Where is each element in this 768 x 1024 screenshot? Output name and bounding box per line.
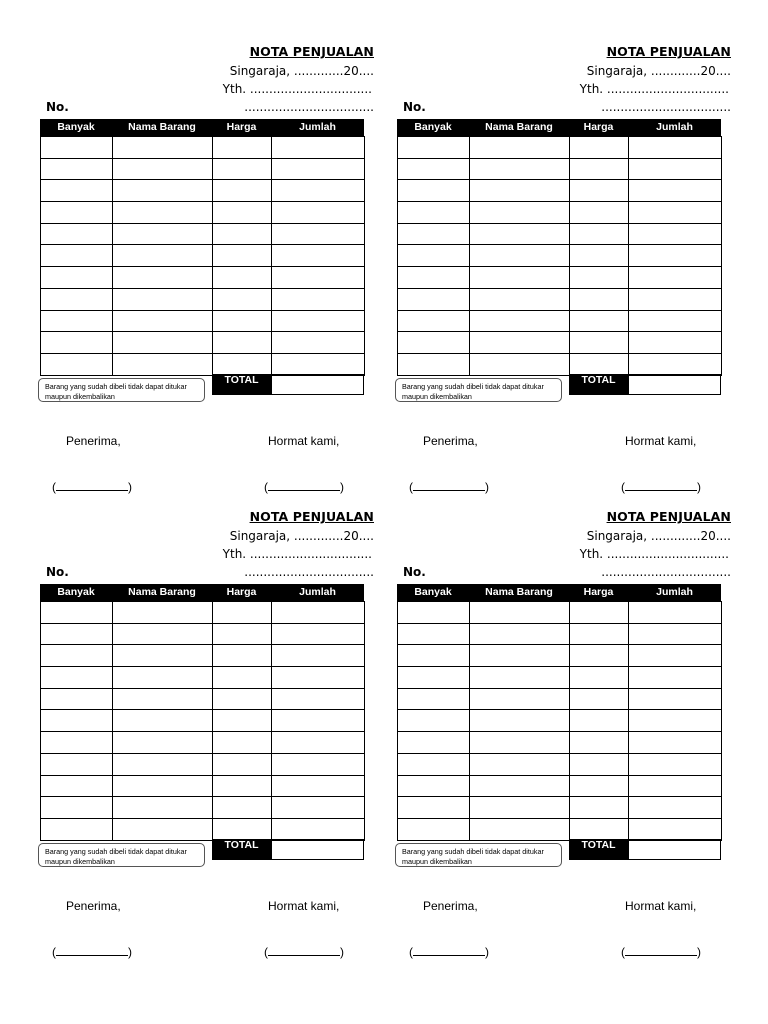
table-row: [41, 710, 365, 732]
table-row: [41, 223, 365, 245]
table-row: [398, 353, 722, 375]
table-row: [41, 267, 365, 289]
table-row: [398, 667, 722, 689]
table-cell[interactable]: [41, 158, 113, 180]
table-cell[interactable]: [41, 245, 113, 267]
table-cell[interactable]: [213, 602, 272, 624]
table-cell[interactable]: [272, 645, 365, 667]
number-label: No.: [46, 565, 69, 579]
total-label: TOTAL: [569, 839, 628, 860]
table-cell[interactable]: [570, 710, 629, 732]
total-field[interactable]: [271, 374, 364, 395]
table-cell[interactable]: [213, 775, 272, 797]
table-cell[interactable]: [113, 602, 213, 624]
hormat-signature: ( ): [264, 945, 344, 959]
table-cell[interactable]: [41, 667, 113, 689]
table-cell[interactable]: [213, 353, 272, 375]
table-cell[interactable]: [570, 245, 629, 267]
table-cell[interactable]: [570, 137, 629, 159]
items-table: [40, 136, 365, 376]
table-cell[interactable]: [470, 710, 570, 732]
table-cell[interactable]: [398, 158, 470, 180]
table-cell[interactable]: [570, 158, 629, 180]
col-banyak: Banyak: [57, 121, 95, 133]
table-header: [397, 584, 721, 601]
table-cell[interactable]: [470, 645, 570, 667]
hormat-kami-label: Hormat kami,: [268, 899, 340, 913]
table-cell[interactable]: [470, 267, 570, 289]
table-cell[interactable]: [41, 267, 113, 289]
penerima-signature: ( ): [52, 945, 132, 959]
table-row: [398, 245, 722, 267]
hormat-kami-label: Hormat kami,: [268, 434, 340, 448]
table-cell[interactable]: [213, 332, 272, 354]
nota-title: NOTA PENJUALAN: [606, 44, 731, 59]
col-banyak: Banyak: [414, 586, 452, 598]
table-cell[interactable]: [213, 753, 272, 775]
table-cell[interactable]: [272, 732, 365, 754]
table-cell[interactable]: [113, 732, 213, 754]
table-cell[interactable]: [570, 753, 629, 775]
recipient-line: Yth. ................................: [222, 547, 372, 561]
table-cell[interactable]: [213, 202, 272, 224]
table-cell[interactable]: [272, 753, 365, 775]
table-row: [41, 753, 365, 775]
table-cell[interactable]: [629, 353, 722, 375]
table-cell[interactable]: [41, 353, 113, 375]
table-row: [398, 797, 722, 819]
table-cell[interactable]: [41, 797, 113, 819]
table-cell[interactable]: [629, 202, 722, 224]
table-cell[interactable]: [272, 797, 365, 819]
table-row: [398, 818, 722, 840]
city-date-line: Singaraja, .............20....: [586, 64, 731, 78]
table-cell[interactable]: [113, 710, 213, 732]
col-harga: Harga: [583, 121, 614, 133]
col-jumlah: Jumlah: [299, 586, 336, 598]
table-cell[interactable]: [272, 245, 365, 267]
table-cell[interactable]: [113, 623, 213, 645]
penerima-label: Penerima,: [423, 434, 478, 448]
table-cell[interactable]: [41, 137, 113, 159]
total-field[interactable]: [628, 374, 721, 395]
table-cell[interactable]: [41, 310, 113, 332]
col-nama-barang: Nama Barang: [485, 586, 553, 598]
nota-title: NOTA PENJUALAN: [249, 44, 374, 59]
table-cell[interactable]: [398, 797, 470, 819]
table-row: [41, 158, 365, 180]
number-dots: ..................................: [601, 565, 731, 579]
table-cell[interactable]: [398, 667, 470, 689]
table-row: [398, 602, 722, 624]
recipient-line: Yth. ................................: [579, 82, 729, 96]
table-cell[interactable]: [398, 353, 470, 375]
col-nama-barang: Nama Barang: [485, 121, 553, 133]
table-cell[interactable]: [213, 710, 272, 732]
number-dots: ..................................: [244, 565, 374, 579]
table-row: [41, 353, 365, 375]
table-cell[interactable]: [570, 645, 629, 667]
penerima-signature: ( ): [409, 480, 489, 494]
table-cell[interactable]: [470, 623, 570, 645]
table-cell[interactable]: [570, 623, 629, 645]
table-cell[interactable]: [213, 688, 272, 710]
table-row: [398, 202, 722, 224]
total-field[interactable]: [628, 839, 721, 860]
table-row: [398, 688, 722, 710]
table-cell[interactable]: [629, 710, 722, 732]
return-policy-note: Barang yang sudah dibeli tidak dapat ditukar maupun dikembalikan: [38, 843, 205, 867]
number-dots: ..................................: [244, 100, 374, 114]
return-policy-note: Barang yang sudah dibeli tidak dapat ditukar maupun dikembalikan: [395, 843, 562, 867]
table-cell[interactable]: [629, 667, 722, 689]
table-cell[interactable]: [113, 645, 213, 667]
hormat-kami-label: Hormat kami,: [625, 434, 697, 448]
table-cell[interactable]: [113, 797, 213, 819]
table-cell[interactable]: [629, 137, 722, 159]
table-cell[interactable]: [398, 245, 470, 267]
table-row: [41, 180, 365, 202]
table-cell[interactable]: [41, 288, 113, 310]
table-row: [398, 288, 722, 310]
table-cell[interactable]: [470, 732, 570, 754]
table-row: [41, 623, 365, 645]
penerima-label: Penerima,: [423, 899, 478, 913]
table-cell[interactable]: [213, 288, 272, 310]
table-row: [41, 688, 365, 710]
table-cell[interactable]: [629, 753, 722, 775]
table-cell[interactable]: [629, 818, 722, 840]
table-cell[interactable]: [213, 645, 272, 667]
table-row: [398, 732, 722, 754]
number-dots: ..................................: [601, 100, 731, 114]
table-row: [41, 667, 365, 689]
col-banyak: Banyak: [57, 586, 95, 598]
table-cell[interactable]: [113, 158, 213, 180]
table-cell[interactable]: [213, 667, 272, 689]
table-cell[interactable]: [213, 245, 272, 267]
table-row: [398, 332, 722, 354]
col-jumlah: Jumlah: [656, 586, 693, 598]
table-row: [41, 202, 365, 224]
table-cell[interactable]: [113, 775, 213, 797]
table-cell[interactable]: [113, 818, 213, 840]
col-nama-barang: Nama Barang: [128, 121, 196, 133]
table-cell[interactable]: [41, 645, 113, 667]
table-cell[interactable]: [470, 797, 570, 819]
table-cell[interactable]: [272, 288, 365, 310]
table-cell[interactable]: [272, 688, 365, 710]
col-harga: Harga: [226, 121, 257, 133]
table-row: [41, 288, 365, 310]
number-label: No.: [46, 100, 69, 114]
nota-title: NOTA PENJUALAN: [249, 509, 374, 524]
penerima-label: Penerima,: [66, 899, 121, 913]
number-label: No.: [403, 100, 426, 114]
table-cell[interactable]: [398, 223, 470, 245]
table-cell[interactable]: [570, 332, 629, 354]
col-nama-barang: Nama Barang: [128, 586, 196, 598]
col-banyak: Banyak: [414, 121, 452, 133]
recipient-line: Yth. ................................: [579, 547, 729, 561]
table-header: [40, 119, 364, 136]
table-cell[interactable]: [570, 667, 629, 689]
table-cell[interactable]: [629, 310, 722, 332]
table-cell[interactable]: [470, 353, 570, 375]
table-cell[interactable]: [213, 223, 272, 245]
total-label: TOTAL: [212, 374, 271, 395]
total-label: TOTAL: [212, 839, 271, 860]
table-cell[interactable]: [213, 623, 272, 645]
table-row: [398, 623, 722, 645]
table-row: [398, 310, 722, 332]
table-row: [41, 137, 365, 159]
table-cell[interactable]: [629, 180, 722, 202]
table-cell[interactable]: [41, 332, 113, 354]
table-cell[interactable]: [629, 797, 722, 819]
table-cell[interactable]: [272, 158, 365, 180]
table-row: [41, 645, 365, 667]
table-row: [41, 732, 365, 754]
table-cell[interactable]: [470, 202, 570, 224]
table-cell[interactable]: [398, 267, 470, 289]
recipient-line: Yth. ................................: [222, 82, 372, 96]
table-cell[interactable]: [629, 245, 722, 267]
table-cell[interactable]: [113, 332, 213, 354]
table-cell[interactable]: [272, 818, 365, 840]
table-cell[interactable]: [213, 158, 272, 180]
table-cell[interactable]: [470, 137, 570, 159]
table-cell[interactable]: [272, 775, 365, 797]
table-cell[interactable]: [470, 667, 570, 689]
table-cell[interactable]: [213, 797, 272, 819]
table-cell[interactable]: [398, 818, 470, 840]
table-cell[interactable]: [470, 753, 570, 775]
table-cell[interactable]: [470, 158, 570, 180]
table-cell[interactable]: [629, 267, 722, 289]
table-cell[interactable]: [113, 245, 213, 267]
table-cell[interactable]: [470, 310, 570, 332]
city-date-line: Singaraja, .............20....: [586, 529, 731, 543]
table-cell[interactable]: [272, 267, 365, 289]
table-cell[interactable]: [272, 667, 365, 689]
number-label: No.: [403, 565, 426, 579]
items-table: [40, 601, 365, 841]
table-cell[interactable]: [398, 202, 470, 224]
penerima-signature: ( ): [52, 480, 132, 494]
table-header: [397, 119, 721, 136]
table-cell[interactable]: [272, 202, 365, 224]
table-cell[interactable]: [398, 137, 470, 159]
table-cell[interactable]: [213, 267, 272, 289]
table-cell[interactable]: [629, 623, 722, 645]
table-cell[interactable]: [113, 353, 213, 375]
table-cell[interactable]: [570, 775, 629, 797]
table-cell[interactable]: [398, 753, 470, 775]
total-field[interactable]: [271, 839, 364, 860]
table-cell[interactable]: [113, 288, 213, 310]
return-policy-note: Barang yang sudah dibeli tidak dapat ditukar maupun dikembalikan: [395, 378, 562, 402]
hormat-signature: ( ): [264, 480, 344, 494]
table-cell[interactable]: [570, 310, 629, 332]
hormat-kami-label: Hormat kami,: [625, 899, 697, 913]
items-table: [397, 601, 722, 841]
table-cell[interactable]: [113, 267, 213, 289]
table-cell[interactable]: [398, 310, 470, 332]
table-cell[interactable]: [113, 667, 213, 689]
hormat-signature: ( ): [621, 945, 701, 959]
table-cell[interactable]: [113, 688, 213, 710]
table-cell[interactable]: [629, 158, 722, 180]
table-row: [41, 818, 365, 840]
table-cell[interactable]: [41, 818, 113, 840]
col-harga: Harga: [583, 586, 614, 598]
table-cell[interactable]: [570, 797, 629, 819]
hormat-signature: ( ): [621, 480, 701, 494]
table-cell[interactable]: [213, 818, 272, 840]
table-cell[interactable]: [470, 245, 570, 267]
return-policy-note: Barang yang sudah dibeli tidak dapat ditukar maupun dikembalikan: [38, 378, 205, 402]
table-cell[interactable]: [113, 753, 213, 775]
table-cell[interactable]: [470, 602, 570, 624]
table-cell[interactable]: [41, 623, 113, 645]
table-cell[interactable]: [398, 332, 470, 354]
table-cell[interactable]: [272, 223, 365, 245]
col-jumlah: Jumlah: [656, 121, 693, 133]
table-cell[interactable]: [41, 223, 113, 245]
city-date-line: Singaraja, .............20....: [229, 64, 374, 78]
table-cell[interactable]: [272, 602, 365, 624]
nota-form: [403, 509, 743, 969]
table-cell[interactable]: [629, 223, 722, 245]
table-cell[interactable]: [113, 137, 213, 159]
table-cell[interactable]: [41, 202, 113, 224]
table-cell[interactable]: [570, 602, 629, 624]
table-cell[interactable]: [272, 623, 365, 645]
city-date-line: Singaraja, .............20....: [229, 529, 374, 543]
table-cell[interactable]: [629, 645, 722, 667]
table-cell[interactable]: [470, 688, 570, 710]
nota-title: NOTA PENJUALAN: [606, 509, 731, 524]
table-cell[interactable]: [629, 332, 722, 354]
table-row: [41, 332, 365, 354]
table-cell[interactable]: [272, 310, 365, 332]
nota-form: [46, 44, 386, 504]
table-header: [40, 584, 364, 601]
table-row: [41, 310, 365, 332]
penerima-signature: ( ): [409, 945, 489, 959]
table-cell[interactable]: [272, 353, 365, 375]
table-row: [398, 158, 722, 180]
table-cell[interactable]: [570, 688, 629, 710]
table-row: [41, 245, 365, 267]
table-cell[interactable]: [41, 732, 113, 754]
table-row: [398, 710, 722, 732]
table-cell[interactable]: [41, 602, 113, 624]
table-cell[interactable]: [213, 137, 272, 159]
table-cell[interactable]: [398, 602, 470, 624]
table-cell[interactable]: [213, 310, 272, 332]
table-cell[interactable]: [470, 288, 570, 310]
table-cell[interactable]: [570, 288, 629, 310]
table-row: [398, 137, 722, 159]
table-cell[interactable]: [570, 732, 629, 754]
table-row: [398, 753, 722, 775]
table-cell[interactable]: [113, 310, 213, 332]
table-cell[interactable]: [398, 688, 470, 710]
nota-form: [46, 509, 386, 969]
table-cell[interactable]: [570, 267, 629, 289]
table-row: [398, 645, 722, 667]
table-cell[interactable]: [570, 180, 629, 202]
table-cell[interactable]: [113, 223, 213, 245]
table-cell[interactable]: [41, 753, 113, 775]
table-cell[interactable]: [41, 180, 113, 202]
table-cell[interactable]: [629, 688, 722, 710]
table-cell[interactable]: [272, 710, 365, 732]
table-cell[interactable]: [629, 732, 722, 754]
total-label: TOTAL: [569, 374, 628, 395]
items-table: [397, 136, 722, 376]
table-cell[interactable]: [570, 818, 629, 840]
nota-form: [403, 44, 743, 504]
table-cell[interactable]: [272, 137, 365, 159]
table-cell[interactable]: [398, 732, 470, 754]
table-row: [41, 797, 365, 819]
table-cell[interactable]: [570, 223, 629, 245]
table-cell[interactable]: [570, 353, 629, 375]
table-cell[interactable]: [41, 688, 113, 710]
table-cell[interactable]: [113, 180, 213, 202]
table-cell[interactable]: [470, 180, 570, 202]
table-cell[interactable]: [41, 710, 113, 732]
penerima-label: Penerima,: [66, 434, 121, 448]
table-cell[interactable]: [41, 775, 113, 797]
table-cell[interactable]: [213, 732, 272, 754]
col-jumlah: Jumlah: [299, 121, 336, 133]
table-cell[interactable]: [398, 180, 470, 202]
table-cell[interactable]: [470, 775, 570, 797]
table-cell[interactable]: [113, 202, 213, 224]
table-cell[interactable]: [470, 332, 570, 354]
table-cell[interactable]: [470, 223, 570, 245]
col-harga: Harga: [226, 586, 257, 598]
table-cell[interactable]: [272, 180, 365, 202]
table-cell[interactable]: [213, 180, 272, 202]
table-cell[interactable]: [470, 818, 570, 840]
table-row: [398, 267, 722, 289]
table-cell[interactable]: [398, 775, 470, 797]
table-cell[interactable]: [398, 710, 470, 732]
table-cell[interactable]: [398, 288, 470, 310]
table-cell[interactable]: [398, 645, 470, 667]
table-cell[interactable]: [629, 288, 722, 310]
table-row: [398, 775, 722, 797]
table-cell[interactable]: [629, 775, 722, 797]
table-cell[interactable]: [272, 332, 365, 354]
table-cell[interactable]: [570, 202, 629, 224]
table-row: [398, 223, 722, 245]
table-row: [398, 180, 722, 202]
table-row: [41, 775, 365, 797]
table-row: [41, 602, 365, 624]
table-cell[interactable]: [398, 623, 470, 645]
table-cell[interactable]: [629, 602, 722, 624]
